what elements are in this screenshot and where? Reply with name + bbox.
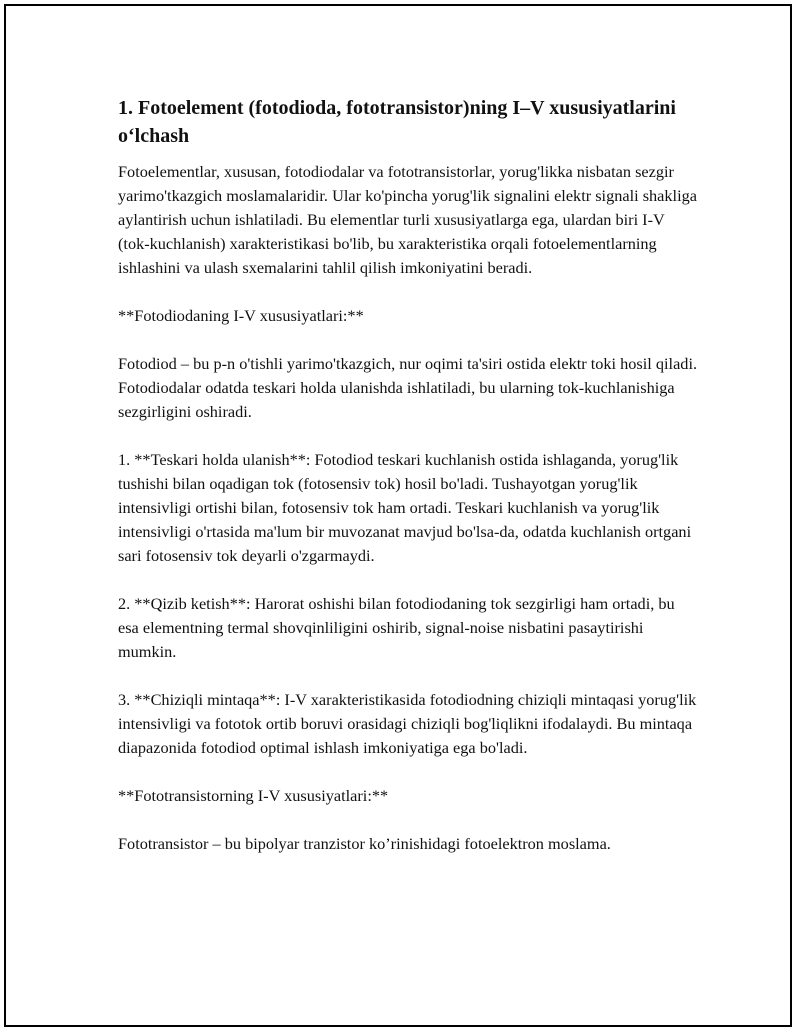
paragraph-intro: Fotoelementlar, xususan, fotodiodalar va fototransistorlar, yorug'likka nisbatan sezgir yarimo'tkazgich moslamalaridir. Ular ko'pincha yorug'lik signalini elektr signali shakliga aylantirish uchun ishlatiladi. Bu elementlar turli xususiyatlarga ega, ulardan biri I-V (tok-kuchlanish) xarakteristikasi bo'lib, bu xarakteristika orqali fotoelementlarning ishlashini va ulash sxemalarini tahlil qilish imkoniyatini beradi. [118, 162, 697, 277]
paragraph-photodiode-heading: **Fotodiodaning I-V xususiyatlari:** [118, 306, 364, 325]
paragraph-photodiode-definition: Fotodiod – bu p-n o'tishli yarimo'tkazgich, nur oqimi ta'siri ostida elektr toki hosil qiladi. Fotodiodalar odatda teskari holda ulanishda ishlatiladi, bu ularning tok-kuchlanishiga sezgirligini oshiradi. [118, 354, 698, 421]
paragraph-reverse-bias: 1. **Teskari holda ulanish**: Fotodiod teskari kuchlanish ostida ishlaganda, yorug'lik tushishi bilan oqadigan tok (fotosensiv tok) hosil bo'ladi. Tushayotgan yorug'lik intensivligi ortishi bilan, fotosensiv tok ham ortadi. Teskari kuchlanish va yorug'lik intensivligi o'rtasida ma'lum bir muvozanat mavjud bo'lsa-da, odatda kuchlanish ortgani sari fotosensiv tok deyarli o'zgarmaydi. [118, 450, 692, 565]
document-title: 1. Fotoelement (fotodioda, fototransistor)ning I–V xususiyatlarini o‘lchash [118, 97, 676, 147]
paragraph-phototransistor-definition: Fototransistor – bu bipolyar tranzistor ko’rinishidagi fotoelektron moslama. [118, 834, 611, 853]
paragraph-linear-region: 3. **Chiziqli mintaqa**: I-V xarakteristikasida fotodiodning chiziqli mintaqasi yorug'lik intensivligi va fototok ortib boruvi orasidagi chiziqli bog'liqlikni ifodalaydi. Bu mintaqa diapazonida fotodiod optimal ishlash imkoniyatiga ega bo'ladi. [118, 690, 697, 757]
paragraph-heating: 2. **Qizib ketish**: Harorat oshishi bilan fotodiodaning tok sezgirligi ham ortadi, bu esa elementning termal shovqinliligini oshirib, signal-noise nisbatini pasaytirishi mumkin. [118, 594, 675, 661]
paragraph-phototransistor-heading: **Fototransistorning I-V xususiyatlari:** [118, 786, 389, 805]
document-body [118, 94, 698, 880]
